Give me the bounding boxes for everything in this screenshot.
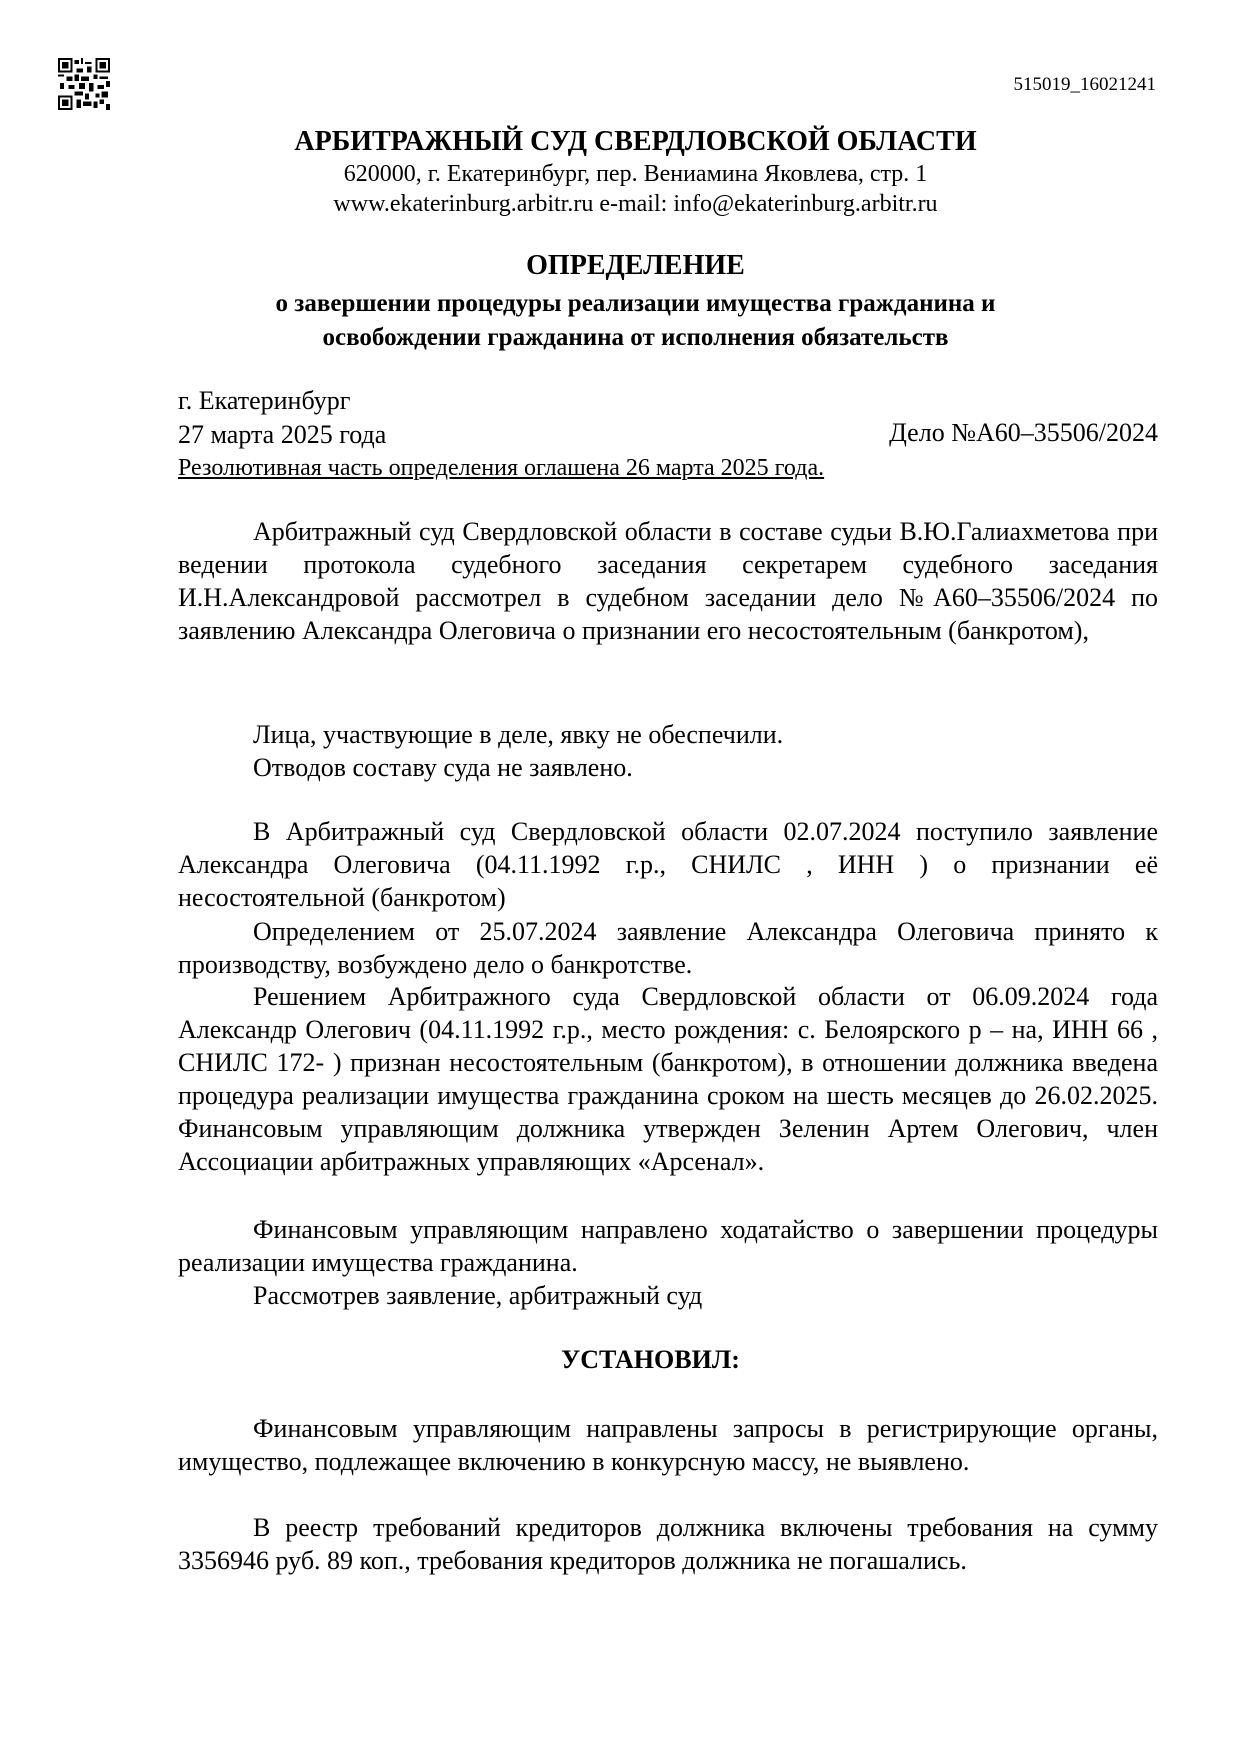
qr-code-icon (58, 58, 110, 110)
paragraph-8: Финансовым управляющим направлены запросы в регистрирующие органы, имущество, подлежащее включению в конкурсную массу, не выявлено. (178, 1414, 1158, 1476)
document-id: 515019_16021241 (1013, 74, 1156, 95)
section-heading: УСТАНОВИЛ: (561, 1345, 740, 1374)
document-subtitle-line2: освобождении гражданина от исполнения обязательств (322, 324, 949, 351)
paragraph-2a: Лица, участвующие в деле, явку не обеспечили. (253, 720, 784, 749)
court-address: 620000, г. Екатеринбург, пер. Вениамина Яковлева, стр. 1 (343, 161, 928, 187)
paragraph-2b: Отводов составу суда не заявлено. (253, 753, 633, 782)
paragraph-5: Решением Арбитражного суда Свердловской области от 06.09.2024 года Александр Олегович (04.11.1992 г.р., место рождения: с. Белоярского р – на, ИНН 66 , СНИЛС 172- ) признан несостоятельным (банкротом), в отношении должника введена процедура реализации имущества гражданина сроком на шесть месяцев до 26.02.2025. Финансовым управляющим должника утвержден Зеленин Артем Олегович, член Ассоциации арбитражных управляющих «Арсенал». (178, 982, 1158, 1176)
paragraph-6: Финансовым управляющим направлено ходатайство о завершении процедуры реализации имущества гражданина. (178, 1215, 1158, 1277)
paragraph-7: Рассмотрев заявление, арбитражный суд (253, 1281, 703, 1310)
resolution-note: Резолютивная часть определения оглашена 26 марта 2025 года. (178, 455, 825, 481)
city: г. Екатеринбург (178, 386, 351, 415)
document-title: ОПРЕДЕЛЕНИЕ (526, 250, 745, 281)
paragraph-1: Арбитражный суд Свердловской области в составе судьи В.Ю.Галиахметова при ведении протокола судебного заседания секретарем судебного заседания И.Н.Александровой рассмотрел в судебном заседании дело №А60–35506/2024 по заявлению Александра Олеговича о признании его несостоятельным (банкротом), (178, 517, 1158, 645)
decision-date: 27 марта 2025 года (178, 420, 387, 449)
paragraph-4: Определением от 25.07.2024 заявление Александра Олеговича принято к производству, возбуждено дело о банкротстве. (178, 917, 1158, 979)
paragraph-3: В Арбитражный суд Свердловской области 02.07.2024 поступило заявление Александра Олеговича (04.11.1992 г.р., СНИЛС , ИНН ) о признании её несостоятельной (банкротом) (178, 817, 1158, 912)
document-subtitle-line1: о завершении процедуры реализации имущества гражданина и (275, 290, 996, 317)
court-name: АРБИТРАЖНЫЙ СУД СВЕРДЛОВСКОЙ ОБЛАСТИ (294, 126, 977, 157)
paragraph-9: В реестр требований кредиторов должника включены требования на сумму 3356946 руб. 89 коп., требования кредиторов должника не погашались. (178, 1513, 1158, 1575)
court-contacts: www.ekaterinburg.arbitr.ru e-mail: info@ekaterinburg.arbitr.ru (333, 191, 938, 217)
case-number: Дело №А60–35506/2024 (889, 418, 1158, 447)
